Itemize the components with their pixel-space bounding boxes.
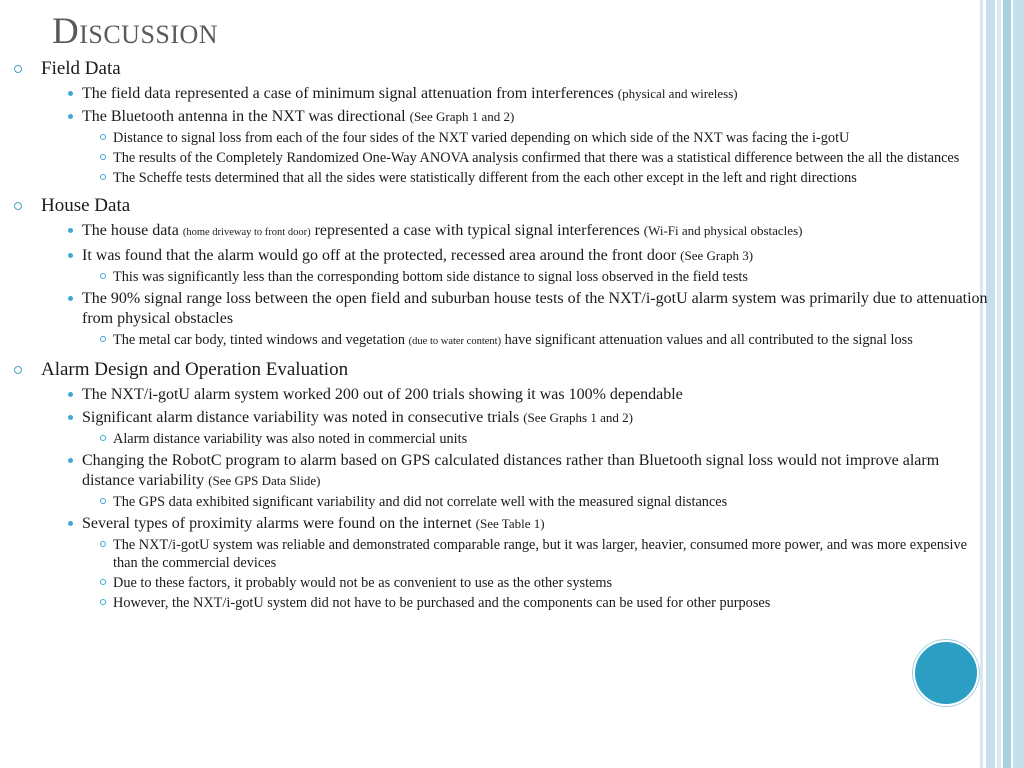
small-circle-bullet-icon [100,435,106,441]
section-heading: House Data [41,195,131,216]
bullet-text: The house data [82,222,179,239]
bullet-text: The 90% signal range loss between the open field and suburban house tests of the NXT/i-gotU alarm system was primarily due to attenuation from physical obstacles [82,290,988,327]
list-item [14,169,994,187]
small-circle-bullet-icon [100,336,106,342]
bullet-note: (See Graph 3) [680,248,754,263]
list-item [14,107,994,127]
small-circle-bullet-icon [100,498,106,504]
section-heading: Alarm Design and Operation Evaluation [41,359,349,380]
filled-circle-bullet-icon [68,114,73,119]
small-circle-bullet-icon [100,154,106,160]
list-item [14,149,994,167]
list-item [14,246,994,266]
bullet-text: Distance to signal loss from each of the four sides of the NXT varied depending on which side of the NXT was facing the i-gotU [113,130,850,146]
small-circle-bullet-icon [100,174,106,180]
bullet-text: This was significantly less than the corresponding bottom side distance to signal loss observed in the field tests [113,269,748,285]
bullet-text: The Scheffe tests determined that all the sides were statistically different from the each other except in the left and right directions [113,170,857,186]
bullet-text: have significant attenuation values and all contributed to the signal loss [504,332,913,348]
section-field-data [14,57,994,81]
bullet-note: (See Graph 1 and 2) [409,109,515,124]
filled-circle-bullet-icon [68,296,73,301]
bullet-note: (See Table 1) [475,516,545,531]
filled-circle-bullet-icon [68,91,73,96]
small-circle-bullet-icon [100,134,106,140]
hollow-circle-bullet-icon [14,65,22,73]
bullet-note: (See Graphs 1 and 2) [523,410,633,425]
list-item [14,221,994,243]
small-circle-bullet-icon [100,273,106,279]
list-item [14,514,994,534]
bullet-note: (physical and wireless) [617,86,738,101]
section-house-data [14,194,994,218]
bullet-text: Significant alarm distance variability was noted in consecutive trials [82,409,520,426]
list-item [14,268,994,286]
bullet-note: (home driveway to front door) [182,227,311,238]
filled-circle-bullet-icon [68,253,73,258]
small-circle-bullet-icon [100,579,106,585]
bullet-text: The Bluetooth antenna in the NXT was directional [82,108,406,125]
list-item [14,493,994,511]
filled-circle-bullet-icon [68,458,73,463]
bullet-text: The GPS data exhibited significant variability and did not correlate well with the measured signal distances [113,494,728,510]
slide-title: Discussion [52,11,219,52]
list-item [14,536,994,572]
list-item [14,574,994,592]
bullet-text: Several types of proximity alarms were found on the internet [82,515,472,532]
filled-circle-bullet-icon [68,228,73,233]
bullet-text: represented a case with typical signal interferences [314,222,640,239]
list-item [14,408,994,428]
hollow-circle-bullet-icon [14,202,22,210]
list-item [14,129,994,147]
bullet-text: Due to these factors, it probably would not be as convenient to use as the other systems [113,575,613,591]
filled-circle-bullet-icon [68,521,73,526]
bullet-text: The field data represented a case of minimum signal attenuation from interferences [82,85,614,102]
filled-circle-bullet-icon [68,392,73,397]
list-item [14,594,994,612]
list-item [14,430,994,448]
bullet-text: The results of the Completely Randomized One-Way ANOVA analysis confirmed that there was a statistical difference between the all the distances [113,150,960,166]
section-heading: Field Data [41,58,121,79]
bullet-text: However, the NXT/i-gotU system did not have to be purchased and the components can be used for other purposes [113,595,771,611]
bullet-note: (Wi-Fi and physical obstacles) [643,223,803,238]
bullet-text: The NXT/i-gotU system was reliable and demonstrated comparable range, but it was larger, heavier, consumed more power, and was more expensive than the commercial devices [113,537,967,571]
section-alarm-evaluation [14,358,994,382]
bullet-note: (due to water content) [408,336,502,347]
list-item [14,84,994,104]
slide-content [14,57,994,612]
bullet-text: Changing the RobotC program to alarm based on GPS calculated distances rather than Bluetooth signal loss would not improve alarm distance variability [82,452,940,489]
list-item [14,289,994,329]
list-item [14,451,994,491]
small-circle-bullet-icon [100,599,106,605]
hollow-circle-bullet-icon [14,366,22,374]
list-item [14,385,994,405]
bullet-text: The metal car body, tinted windows and vegetation [113,332,406,348]
bullet-text: Alarm distance variability was also noted in commercial units [113,431,468,447]
bullet-note: (See GPS Data Slide) [208,473,321,488]
decorative-circle-icon [913,640,979,706]
bullet-text: The NXT/i-gotU alarm system worked 200 out of 200 trials showing it was 100% dependable [82,386,683,403]
bullet-text: It was found that the alarm would go off at the protected, recessed area around the front door [82,247,677,264]
small-circle-bullet-icon [100,541,106,547]
filled-circle-bullet-icon [68,415,73,420]
list-item [14,331,994,351]
